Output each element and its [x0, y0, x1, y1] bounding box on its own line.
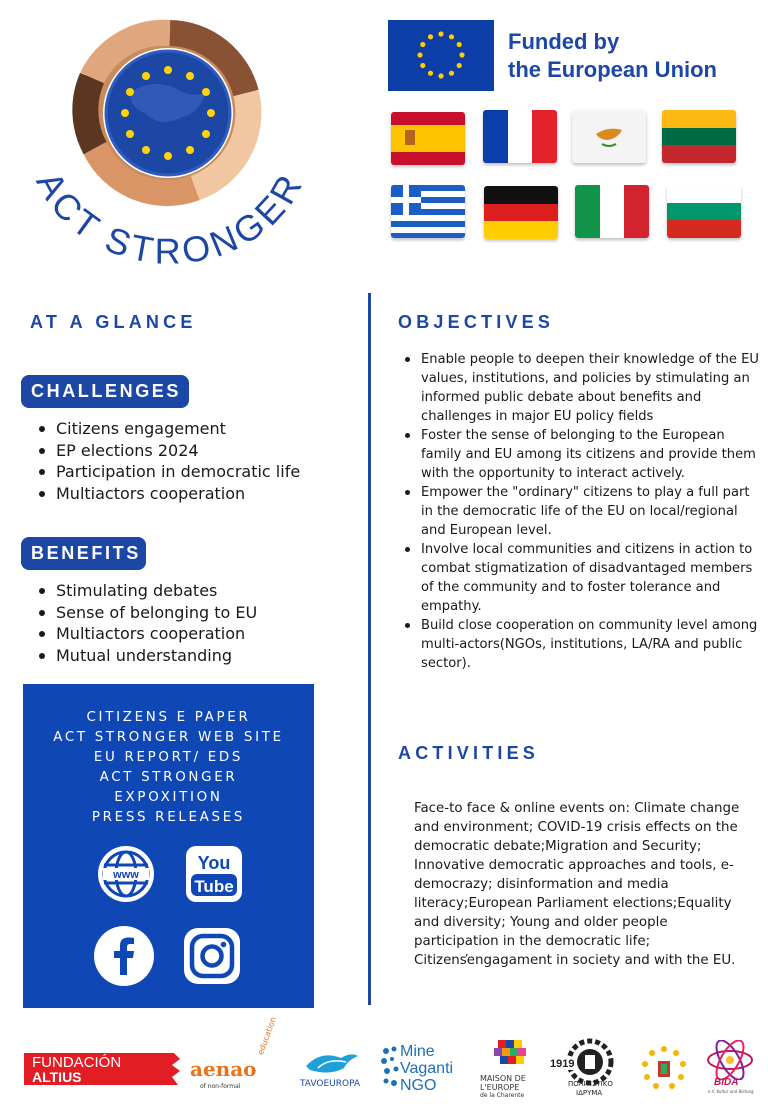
- objective-item: Foster the sense of belonging to the European family and EU among its citizens and provide them with the opportunity to interact actively.: [399, 426, 759, 483]
- aenao-logo: [190, 1015, 280, 1095]
- star-emblem-logo: [636, 1044, 692, 1094]
- funded-line-1: Funded by: [508, 28, 620, 54]
- aenao-sub-label: of non-formal: [200, 1083, 241, 1090]
- output-item: PRESS RELEASES: [91, 810, 246, 825]
- outputs-list: [23, 708, 314, 828]
- youtube-icon[interactable]: [183, 843, 245, 905]
- objective-item: Empower the "ordinary" citizens to play a full part in the democratic life of the EU on local/regional and European level.: [399, 483, 759, 540]
- list-item: Mutual understanding: [30, 645, 350, 667]
- objectives-heading: OBJECTIVES: [398, 312, 555, 332]
- italy-flag-icon: [575, 185, 649, 238]
- bulgaria-flag-icon: [667, 185, 741, 238]
- aenao-label: aenao: [190, 1057, 257, 1081]
- objective-item: Involve local communities and citizens in action to combat stigmatization of disadvantaged members of the community and to foster tolerance and empathy.: [399, 540, 759, 616]
- greece-flag-icon: [391, 185, 465, 238]
- youtube-tube-label: Tube: [194, 877, 234, 896]
- activities-text: Face-to face & online events on: Climate change and environment; COVID-19 crisis effects on the democratic debate;Migration and Security; Innovative democratic approaches and tools, e-democrazy; disinformation and media literacy;European Parliament elections;Equality and diversity; Young and older people participation in the democratic life; Citizens̕engagament in society and with the EU.: [414, 801, 740, 968]
- output-item: CITIZENS E PAPER: [86, 710, 251, 725]
- mine-line-3: NGO: [400, 1077, 437, 1094]
- list-item: Multiactors cooperation: [30, 623, 350, 645]
- altius-line-2: ALTIUS: [32, 1069, 82, 1085]
- cyprus-flag-icon: [572, 110, 646, 163]
- polit-line-1: ΠΟΛΙΤΙΣΤΙΚΟ: [568, 1080, 613, 1088]
- output-item: EXPOXITION: [114, 790, 223, 805]
- mine-line-1: Mine: [400, 1043, 435, 1060]
- instagram-icon[interactable]: [181, 925, 243, 987]
- tavoeuropa-logo: [296, 1048, 366, 1092]
- objective-item: Build close cooperation on community level among multi-actors(NGOs, institutions, LA/RA and public sector).: [399, 616, 759, 673]
- politistiko-idryma-logo: [550, 1036, 626, 1102]
- www-label: www: [113, 869, 139, 881]
- challenges-title: CHALLENGES: [21, 375, 189, 408]
- www-icon[interactable]: [95, 843, 157, 905]
- germany-flag-icon: [484, 186, 558, 239]
- benefits-list: [30, 580, 350, 666]
- bida-logo: [704, 1040, 756, 1100]
- bida-sub-label: e.V. Kultur und Bildung: [708, 1089, 754, 1094]
- list-item: Stimulating debates: [30, 580, 350, 602]
- list-item: EP elections 2024: [30, 440, 350, 462]
- maison-europe-logo: [478, 1036, 542, 1102]
- list-item: Citizens engagement: [30, 418, 350, 440]
- altius-line-1: FUNDACIÓN: [32, 1054, 122, 1071]
- mine-line-2: Vaganti: [400, 1060, 454, 1077]
- column-divider: [368, 293, 371, 1005]
- polit-line-2: ΙΔΡΥΜΑ: [576, 1089, 603, 1097]
- eu-flag-icon: [388, 20, 494, 91]
- output-item: EU REPORT/ EDS: [93, 750, 244, 765]
- maison-line-3: de la Charente: [480, 1092, 525, 1099]
- output-item: ACT STRONGER: [99, 770, 238, 785]
- challenges-list: [30, 418, 350, 504]
- bida-label: BIDA: [714, 1077, 739, 1088]
- fundacion-altius-logo: [22, 1049, 182, 1089]
- maison-line-1: MAISON DE: [480, 1074, 526, 1083]
- list-item: Multiactors cooperation: [30, 483, 350, 505]
- maison-line-2: L'EUROPE: [480, 1083, 520, 1092]
- objectives-list: [399, 350, 759, 673]
- polit-year: 1919: [550, 1058, 575, 1070]
- france-flag-icon: [483, 110, 557, 163]
- benefits-title: BENEFITS: [21, 537, 146, 570]
- list-item: Participation in democratic life: [30, 461, 350, 483]
- output-item: ACT STRONGER WEB SITE: [53, 730, 284, 745]
- activities-heading: ACTIVITIES: [398, 743, 540, 763]
- tavo-label: TAVOEUROPA: [300, 1079, 361, 1089]
- aenao-side-label: education: [256, 1015, 279, 1057]
- spain-flag-icon: [391, 112, 465, 165]
- funded-by-eu: [388, 20, 717, 91]
- logo-graphic: [20, 8, 320, 278]
- at-a-glance-heading: AT A GLANCE: [30, 312, 197, 332]
- funded-line-2: the European Union: [508, 56, 717, 82]
- partner-country-flags: [388, 109, 742, 241]
- act-stronger-logo: [20, 8, 320, 278]
- youtube-you-label: You: [197, 853, 231, 873]
- objective-item: Enable people to deepen their knowledge of the EU values, institutions, and policies by stimulating an informed public debate about benefits and challenges in major EU policy fields: [399, 350, 759, 426]
- facebook-icon[interactable]: [93, 925, 155, 987]
- logo-title: ACT STRONGER: [28, 164, 312, 272]
- lithuania-flag-icon: [662, 110, 736, 163]
- list-item: Sense of belonging to EU: [30, 602, 350, 624]
- mine-vaganti-logo: [378, 1043, 470, 1099]
- outputs-box: [23, 684, 314, 1008]
